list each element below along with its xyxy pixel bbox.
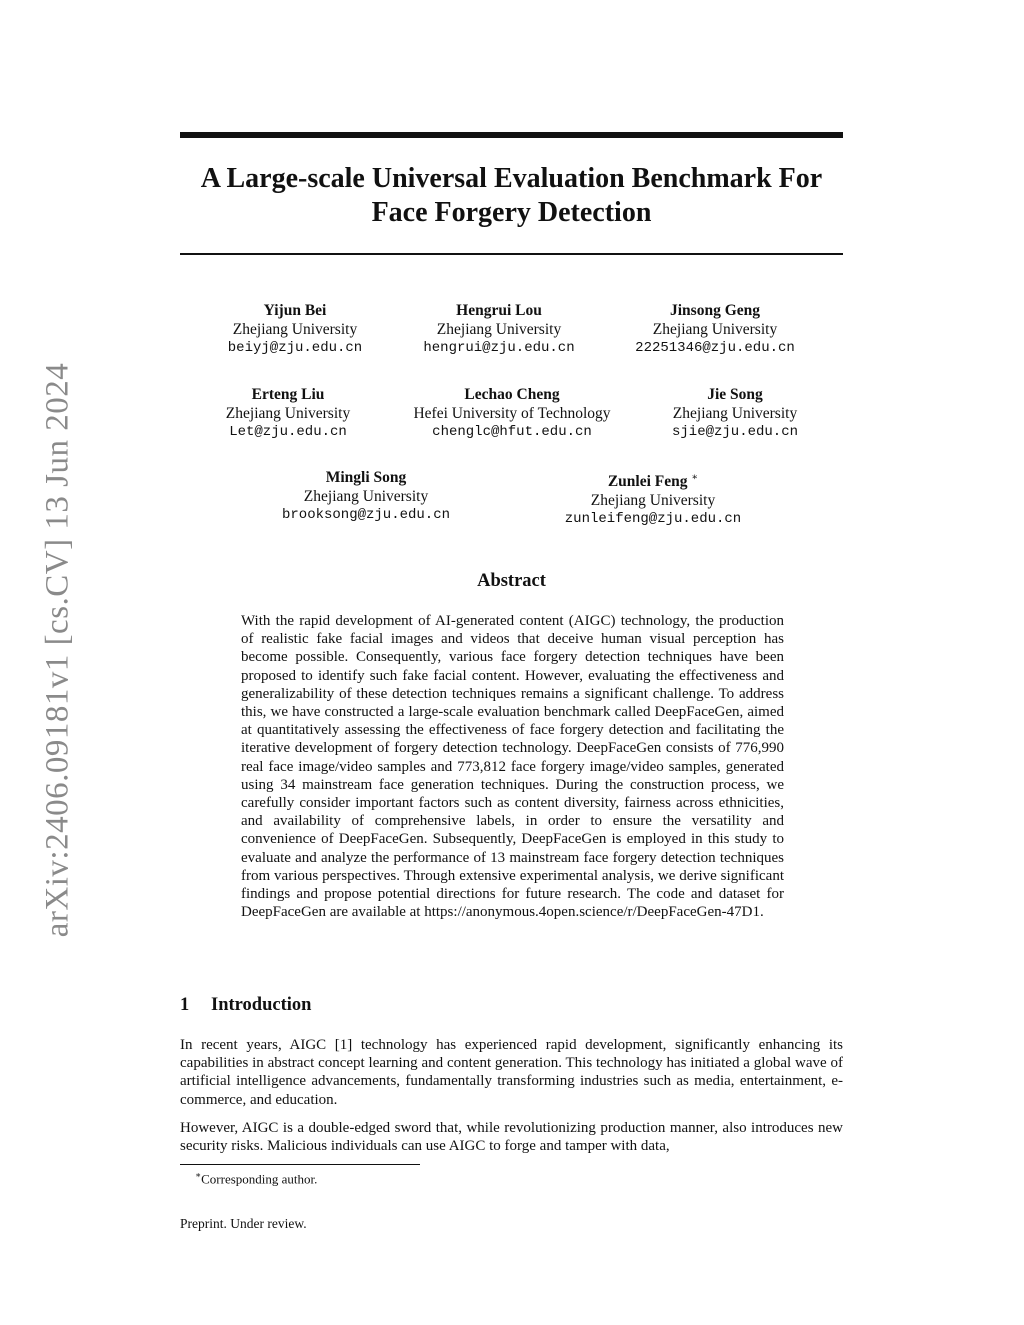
author-affiliation: Zhejiang University [652, 321, 778, 338]
preprint-notice: Preprint. Under review. [180, 1216, 307, 1231]
author-name: Jie Song [707, 386, 763, 403]
introduction-paragraph-1: In recent years, AIGC [1] technology has experienced rapid development, significantly enhancing its capabilities in abstract concept learning and content generation. This technology has initiated a global wave of artificial intelligence advancements, fundamentally transforming industries such as media, entertainment, e-commerce, and education. [180, 1037, 843, 1108]
footnote-mark: ∗ [195, 1170, 202, 1180]
arxiv-identifier-stamp: arXiv:2406.09181v1 [cs.CV] 13 Jun 2024 [39, 362, 76, 938]
author-block-lechao-cheng [382, 385, 642, 442]
footnote [195, 1167, 317, 1187]
footnote-rule [180, 1164, 420, 1165]
title-bottom-rule [180, 253, 843, 255]
paper-title [180, 162, 843, 230]
author-affiliation: Zhejiang University [232, 321, 358, 338]
author-email: chenglc@hfut.edu.cn [432, 424, 592, 440]
author-affiliation: Zhejiang University [303, 488, 429, 505]
author-block-erteng-liu [158, 385, 418, 442]
introduction-paragraph-2: However, AIGC is a double-edged sword that, while revolutionizing production manner, also introduces new security risks. Malicious individuals can use AIGC to forge and tamper with data, [180, 1120, 843, 1155]
paper-title-line-2: Face Forgery Detection [371, 197, 652, 228]
author-block-mingli-song [236, 468, 496, 525]
author-email: hengrui@zju.edu.cn [423, 340, 575, 356]
author-affiliation: Zhejiang University [590, 492, 716, 510]
footnote-text: Corresponding author. [201, 1171, 318, 1187]
author-name: Erteng Liu [251, 386, 325, 403]
author-email: zunleifeng@zju.edu.cn [564, 511, 742, 528]
author-affiliation: Zhejiang University [672, 405, 798, 422]
author-name: Mingli Song [325, 469, 407, 486]
section-number: 1 [180, 995, 190, 1015]
abstract-heading: Abstract [477, 571, 546, 591]
author-name: Zunlei Feng [607, 473, 688, 491]
author-affiliation: Zhejiang University [225, 405, 351, 422]
title-top-rule [180, 132, 843, 138]
author-name: Hengrui Lou [456, 302, 542, 319]
section-heading-introduction [180, 995, 311, 1016]
author-block-jinsong-geng [585, 301, 845, 358]
abstract-text: With the rapid development of AI-generated content (AIGC) technology, the production of realistic fake facial images and videos that deceive human visual perception has become possible. Consequently, various face forgery detection techniques have been proposed to identify such fake facial content. However, evaluating the effectiveness and generalizability of these detection techniques remains a significant challenge. To address this, we have constructed a large-scale evaluation benchmark called DeepFaceGen, aimed at quantitatively assessing the effectiveness of face forgery detection and facilitating the iterative development of forgery detection technology. DeepFaceGen consists of 776,990 real face image/video samples and 773,812 face forgery image/video samples, generated using 34 mainstream face generation techniques. During the construction process, we carefully consider important factors such as content diversity, fairness across ethnicities, and availability of comprehensive labels, in order to ensure the versatility and convenience of DeepFaceGen. Subsequently, DeepFaceGen is employed in this study to evaluate and analyze the performance of 13 mainstream face forgery detection techniques from various perspectives. Through extensive experimental analysis, we derive significant findings and propose potential directions for future research. The code and dataset for DeepFaceGen are available at https://anonymous.4open.science/r/DeepFaceGen-47D1. [241, 613, 784, 921]
author-name: Yijun Bei [263, 302, 327, 319]
author-name-with-mark [523, 468, 783, 491]
author-name: Lechao Cheng [464, 386, 560, 403]
author-affiliation: Zhejiang University [436, 321, 562, 338]
corresponding-author-mark: ∗ [691, 472, 699, 483]
author-email: brooksong@zju.edu.cn [281, 507, 451, 523]
section-title: Introduction [211, 995, 312, 1015]
author-block-zunlei-feng [523, 468, 783, 529]
author-block-jie-song [605, 385, 865, 442]
author-email: 22251346@zju.edu.cn [635, 340, 795, 356]
author-email: Let@zju.edu.cn [229, 424, 347, 440]
paper-title-line-1: A Large-scale Universal Evaluation Benchmark For [200, 163, 823, 194]
author-name: Jinsong Geng [669, 302, 760, 319]
author-affiliation: Hefei University of Technology [413, 405, 611, 422]
author-email: beiyj@zju.edu.cn [227, 340, 363, 356]
author-email: sjie@zju.edu.cn [671, 424, 799, 440]
